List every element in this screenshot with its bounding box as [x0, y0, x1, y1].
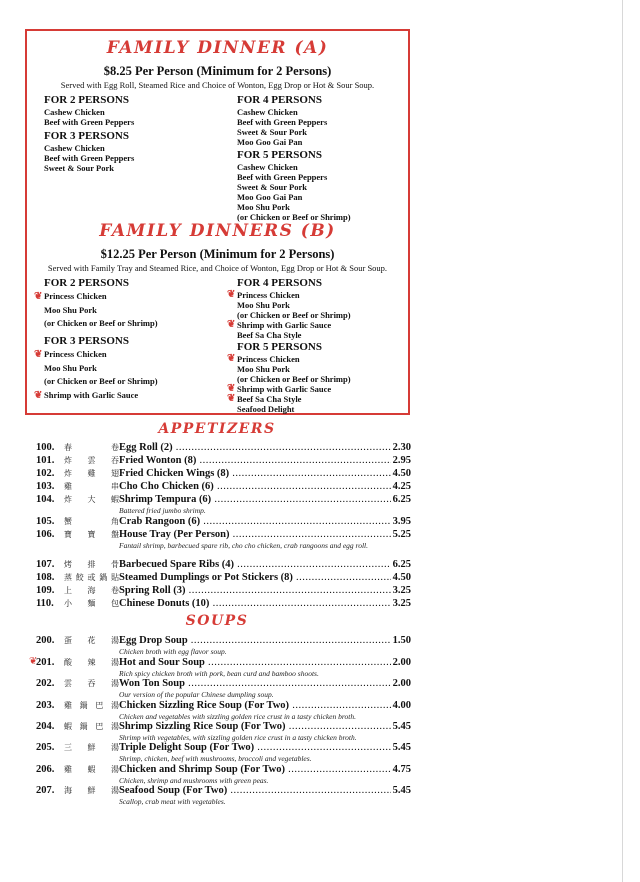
- item-chinese-name: [64, 530, 119, 540]
- group-heading: FOR 2 PERSONS: [44, 277, 129, 289]
- chinese-char: 盤: [111, 530, 119, 539]
- chinese-char: 鍋: [79, 722, 88, 731]
- chinese-char: 排: [87, 560, 96, 569]
- appetizers-heading: APPETIZERS: [158, 421, 276, 437]
- menu-item-row: [36, 441, 411, 454]
- item-chinese-name: [64, 765, 119, 775]
- item-chinese-name: [64, 701, 119, 711]
- item-name: Barbecued Spare Ribs (4) .....: [119, 558, 411, 571]
- spicy-pepper-icon: ❦: [227, 353, 236, 364]
- group-item-label: Shrimp with Garlic Sauce: [237, 384, 332, 394]
- item-price: 3.95: [392, 516, 411, 527]
- chinese-char: 翅: [111, 469, 119, 478]
- item-description: Chicken and vegetables with sizzling golden rice crust in a tasty chicken broth.: [119, 712, 356, 721]
- item-name: Shrimp Sizzling Rice Soup (For Two) .....: [119, 720, 411, 733]
- item-description: Shrimp, chicken, beef with mushrooms, broccoli and vegetables.: [119, 754, 312, 763]
- group-item: [227, 319, 351, 330]
- chinese-char: 辣: [87, 658, 96, 667]
- group-item: Beef with Green Peppers: [44, 117, 135, 127]
- group-item-label: Princess Chicken: [237, 354, 300, 364]
- item-chinese-name: [64, 482, 119, 492]
- family-dinners-b-served-with: Served with Family Tray and Steamed Rice, and Choice of Wonton, Egg Drop or Hot & Sour Soup.: [47, 263, 388, 273]
- item-chinese-name: [64, 573, 119, 583]
- item-number: 206.: [36, 764, 55, 775]
- item-number: 107.: [36, 559, 55, 570]
- group-item: Cashew Chicken: [237, 107, 298, 117]
- group-item-label: Shrimp with Garlic Sauce: [237, 320, 332, 330]
- chinese-char: 雞: [64, 482, 72, 491]
- menu-item-row: [36, 515, 411, 528]
- group-item: [227, 393, 351, 404]
- chinese-char: 蟹: [64, 517, 72, 526]
- group-item: Sweet & Sour Pork: [237, 182, 307, 192]
- chinese-char: 巴: [95, 701, 104, 710]
- chinese-char: 上: [64, 586, 72, 595]
- chinese-char: 湯: [110, 722, 119, 731]
- item-name: Triple Delight Soup (For Two) .....: [119, 741, 411, 754]
- group-item: Sweet & Sour Pork: [44, 163, 114, 173]
- item-price: 4.00: [392, 700, 411, 711]
- group-heading: FOR 5 PERSONS: [237, 149, 322, 161]
- item-number: 109.: [36, 585, 55, 596]
- menu-item-row: [36, 558, 411, 571]
- group-heading: FOR 3 PERSONS: [44, 335, 129, 347]
- group-item: Moo Shu Pork: [237, 364, 290, 374]
- group-item: Beef with Green Peppers: [44, 153, 135, 163]
- item-number: 101.: [36, 455, 55, 466]
- family-dinner-a-title: FAMILY DINNER (A): [106, 38, 329, 58]
- chinese-char: 春: [64, 443, 72, 452]
- group-item-label: Princess Chicken: [44, 291, 107, 301]
- item-chinese-name: [64, 722, 119, 732]
- item-name: House Tray (Per Person) .....: [119, 528, 411, 541]
- chinese-char: 花: [87, 636, 96, 645]
- family-dinner-a-served-with: Served with Egg Roll, Steamed Rice and Choice of Wonton, Egg Drop or Hot & Sour Soup.: [60, 80, 375, 90]
- chinese-char: 骨: [111, 560, 119, 569]
- item-name: Egg Drop Soup .....: [119, 634, 411, 647]
- item-chinese-name: [64, 495, 119, 505]
- chinese-char: 湯: [111, 658, 119, 667]
- item-price: 5.25: [392, 529, 411, 540]
- family-dinners-b-price: $12.25 Per Person (Minimum for 2 Persons): [100, 247, 335, 261]
- group-item: [34, 389, 158, 403]
- item-price: 4.50: [392, 572, 411, 583]
- item-price: 4.50: [392, 468, 411, 479]
- group-heading: FOR 3 PERSONS: [44, 130, 129, 142]
- chinese-char: 雞: [64, 701, 72, 710]
- item-price: 3.25: [392, 598, 411, 609]
- chinese-char: 蝦: [111, 495, 119, 504]
- menu-item-row: [36, 480, 411, 493]
- item-name: Fried Chicken Wings (8) .....: [119, 467, 411, 480]
- item-price: 5.45: [392, 785, 411, 796]
- group-item: Moo Goo Gai Pan: [237, 192, 303, 202]
- family-a-for-3: [44, 130, 134, 173]
- menu-item-row: [36, 467, 411, 480]
- item-name: Steamed Dumplings or Pot Stickers (8) .....: [119, 571, 411, 584]
- chinese-char: 雲: [87, 456, 96, 465]
- item-chinese-name: [64, 469, 119, 479]
- chinese-char: 湯: [110, 701, 119, 710]
- item-price: 5.45: [392, 742, 411, 753]
- item-description: Battered fried jumbo shrimp.: [119, 506, 206, 515]
- item-name: Chicken and Shrimp Soup (For Two) .....: [119, 763, 411, 776]
- menu-item-row: [36, 720, 411, 733]
- item-number: 105.: [36, 516, 55, 527]
- chinese-char: 鍋: [99, 573, 108, 582]
- chinese-char: 或: [87, 573, 96, 582]
- item-price: 4.25: [392, 481, 411, 492]
- group-item: [227, 353, 351, 364]
- item-chinese-name: [64, 786, 119, 796]
- item-number: 201.: [36, 657, 55, 668]
- chinese-char: 貼: [111, 573, 119, 582]
- chinese-char: 角: [111, 517, 119, 526]
- menu-item-row: [36, 528, 411, 541]
- menu-item-row: [36, 763, 411, 776]
- group-item: [34, 348, 158, 362]
- group-item-label: Princess Chicken: [237, 290, 300, 300]
- item-number: 204.: [36, 721, 55, 732]
- item-price: 2.00: [392, 657, 411, 668]
- item-chinese-name: [64, 743, 119, 753]
- item-number: 100.: [36, 442, 55, 453]
- item-name: Chicken Sizzling Rice Soup (For Two) .....: [119, 699, 411, 712]
- group-item: Cashew Chicken: [237, 162, 298, 172]
- family-b-for-3: [34, 335, 158, 402]
- soups-heading: SOUPS: [185, 613, 249, 629]
- group-item-label: Princess Chicken: [44, 349, 107, 359]
- group-item: Moo Shu Pork: [44, 304, 97, 315]
- group-item: Sweet & Sour Pork: [237, 127, 307, 137]
- group-item: (or Chicken or Beef or Shrimp): [44, 318, 158, 328]
- menu-item-row: [36, 597, 411, 610]
- group-item: [34, 290, 158, 304]
- chinese-char: 鮮: [87, 786, 96, 795]
- group-item: (or Chicken or Beef or Shrimp): [237, 310, 351, 320]
- family-dinners-box: [25, 29, 410, 415]
- item-number: 103.: [36, 481, 55, 492]
- item-number: 102.: [36, 468, 55, 479]
- item-chinese-name: [64, 560, 119, 570]
- item-price: 6.25: [392, 494, 411, 505]
- family-b-for-2: [34, 277, 158, 331]
- chinese-char: 烤: [64, 560, 72, 569]
- chinese-char: 雞: [87, 469, 96, 478]
- group-item: (or Chicken or Beef or Shrimp): [237, 374, 351, 384]
- spicy-pepper-icon: ❦: [29, 656, 38, 667]
- chinese-char: 炸: [64, 469, 72, 478]
- menu-item-row: [36, 493, 411, 506]
- item-description: Our version of the popular Chinese dumpling soup.: [119, 690, 274, 699]
- chinese-char: 餃: [75, 573, 84, 582]
- chinese-char: 湯: [111, 765, 119, 774]
- menu-item-row: [36, 699, 411, 712]
- item-number: 110.: [36, 598, 54, 609]
- chinese-char: 炸: [64, 495, 72, 504]
- item-name: Won Ton Soup .....: [119, 677, 411, 690]
- item-name: Cho Cho Chicken (6) .....: [119, 480, 411, 493]
- group-item: Beef with Green Peppers: [237, 117, 328, 127]
- family-dinner-a-price: $8.25 Per Person (Minimum for 2 Persons): [103, 64, 332, 78]
- item-chinese-name: [64, 679, 119, 689]
- spicy-pepper-icon: ❦: [227, 319, 236, 330]
- page-edge-divider: [622, 0, 623, 882]
- group-item: (or Chicken or Beef or Shrimp): [44, 376, 158, 386]
- item-number: 106.: [36, 529, 55, 540]
- menu-item-row: [36, 584, 411, 597]
- menu-item-row: [36, 634, 411, 647]
- group-item: [227, 383, 351, 394]
- item-price: 2.30: [392, 442, 411, 453]
- menu-item-row: [36, 741, 411, 754]
- group-heading: FOR 4 PERSONS: [237, 277, 322, 289]
- chinese-char: 海: [87, 586, 96, 595]
- chinese-char: 雞: [64, 765, 72, 774]
- chinese-char: 卷: [111, 443, 119, 452]
- group-heading: FOR 2 PERSONS: [44, 94, 129, 106]
- chinese-char: 酸: [64, 658, 72, 667]
- group-item-label: Shrimp with Garlic Sauce: [44, 389, 139, 400]
- chinese-char: 寶: [64, 530, 72, 539]
- chinese-char: 炸: [64, 456, 72, 465]
- item-number: 202.: [36, 678, 55, 689]
- item-name: Shrimp Tempura (6) .....: [119, 493, 411, 506]
- item-description: Rich spicy chicken broth with pork, bean curd and bamboo shoots.: [119, 669, 319, 678]
- menu-item-row: [36, 784, 411, 797]
- spicy-pepper-icon: ❦: [34, 291, 43, 302]
- chinese-char: 湯: [111, 636, 119, 645]
- menu-item-row: [36, 454, 411, 467]
- chinese-char: 包: [111, 599, 119, 608]
- item-number: 203.: [36, 700, 55, 711]
- chinese-char: 蒸: [64, 573, 72, 582]
- item-number: 108.: [36, 572, 55, 583]
- group-item-label: Beef Sa Cha Style: [237, 394, 302, 404]
- family-a-for-4: [237, 94, 327, 147]
- chinese-char: 湯: [111, 743, 119, 752]
- item-name: Chinese Donuts (10) .....: [119, 597, 411, 610]
- item-name: Hot and Sour Soup .....: [119, 656, 411, 669]
- item-price: 3.25: [392, 585, 411, 596]
- group-item: Moo Shu Pork: [237, 300, 290, 310]
- group-item: Seafood Delight: [237, 404, 295, 414]
- chinese-char: 卷: [111, 586, 119, 595]
- group-item: Moo Goo Gai Pan: [237, 137, 303, 147]
- family-a-for-5: [237, 149, 351, 222]
- chinese-char: 吞: [87, 679, 96, 688]
- chinese-char: 蝦: [64, 722, 72, 731]
- family-b-for-4: [227, 277, 351, 340]
- item-price: 4.75: [392, 764, 411, 775]
- menu-item-row: [36, 571, 411, 584]
- item-price: 6.25: [392, 559, 411, 570]
- item-name: Seafood Soup (For Two) .....: [119, 784, 411, 797]
- item-number: 207.: [36, 785, 55, 796]
- chinese-char: 三: [64, 743, 72, 752]
- chinese-char: 鍋: [79, 701, 88, 710]
- group-item: (or Chicken or Beef or Shrimp): [237, 212, 351, 222]
- group-item: Moo Shu Pork: [237, 202, 290, 212]
- item-name: Egg Roll (2) .....: [119, 441, 411, 454]
- chinese-char: 蝦: [87, 765, 96, 774]
- item-price: 2.95: [392, 455, 411, 466]
- group-item: Beef Sa Cha Style: [237, 330, 302, 340]
- family-dinners-b-title: FAMILY DINNERS (B): [99, 221, 336, 241]
- chinese-char: 鮮: [87, 743, 96, 752]
- item-description: Scallop, crab meat with vegetables.: [119, 797, 226, 806]
- item-chinese-name: [64, 517, 119, 527]
- chinese-char: 小: [64, 599, 72, 608]
- group-item: Beef with Green Peppers: [237, 172, 328, 182]
- item-price: 2.00: [392, 678, 411, 689]
- chinese-char: 吞: [111, 456, 119, 465]
- group-item: [227, 289, 351, 300]
- item-number: 205.: [36, 742, 55, 753]
- spicy-pepper-icon: ❦: [227, 289, 236, 300]
- item-chinese-name: [64, 586, 119, 596]
- group-heading: FOR 5 PERSONS: [237, 341, 322, 353]
- item-description: Shrimp with vegetables, with sizzling golden rice crust in a tasty chicken broth.: [119, 733, 357, 742]
- item-name: Crab Rangoon (6) .....: [119, 515, 411, 528]
- menu-item-row: [36, 656, 411, 669]
- family-a-for-2: [44, 94, 134, 127]
- spicy-pepper-icon: ❦: [34, 349, 43, 360]
- item-chinese-name: [64, 443, 119, 453]
- item-description: Fantail shrimp, barbecued spare rib, cho cho chicken, crab rangoons and egg roll.: [119, 541, 368, 550]
- item-price: 1.50: [392, 635, 411, 646]
- group-item: Cashew Chicken: [44, 107, 105, 117]
- item-name: Fried Wonton (8) .....: [119, 454, 411, 467]
- chinese-char: 巴: [95, 722, 104, 731]
- group-item: Moo Shu Pork: [44, 362, 97, 373]
- group-item: Cashew Chicken: [44, 143, 105, 153]
- item-price: 5.45: [392, 721, 411, 732]
- chinese-char: 湯: [111, 679, 119, 688]
- item-number: 104.: [36, 494, 55, 505]
- chinese-char: 串: [111, 482, 119, 491]
- spicy-pepper-icon: ❦: [227, 393, 236, 404]
- chinese-char: 寶: [87, 530, 96, 539]
- item-description: Chicken, shrimp and mushrooms with green peas.: [119, 776, 269, 785]
- group-heading: FOR 4 PERSONS: [237, 94, 322, 106]
- menu-item-row: [36, 677, 411, 690]
- spicy-pepper-icon: ❦: [34, 389, 43, 401]
- item-name: Spring Roll (3) .....: [119, 584, 411, 597]
- item-description: Chicken broth with egg flavor soup.: [119, 647, 227, 656]
- chinese-char: 蛋: [64, 636, 72, 645]
- item-chinese-name: [64, 456, 119, 466]
- item-chinese-name: [64, 636, 119, 646]
- family-b-for-5: [227, 341, 351, 414]
- chinese-char: 麵: [87, 599, 96, 608]
- chinese-char: 雲: [64, 679, 72, 688]
- chinese-char: 大: [87, 495, 96, 504]
- item-chinese-name: [64, 599, 119, 609]
- chinese-char: 海: [64, 786, 72, 795]
- item-chinese-name: [64, 658, 119, 668]
- item-number: 200.: [36, 635, 55, 646]
- spicy-pepper-icon: ❦: [227, 383, 236, 394]
- chinese-char: 湯: [111, 786, 119, 795]
